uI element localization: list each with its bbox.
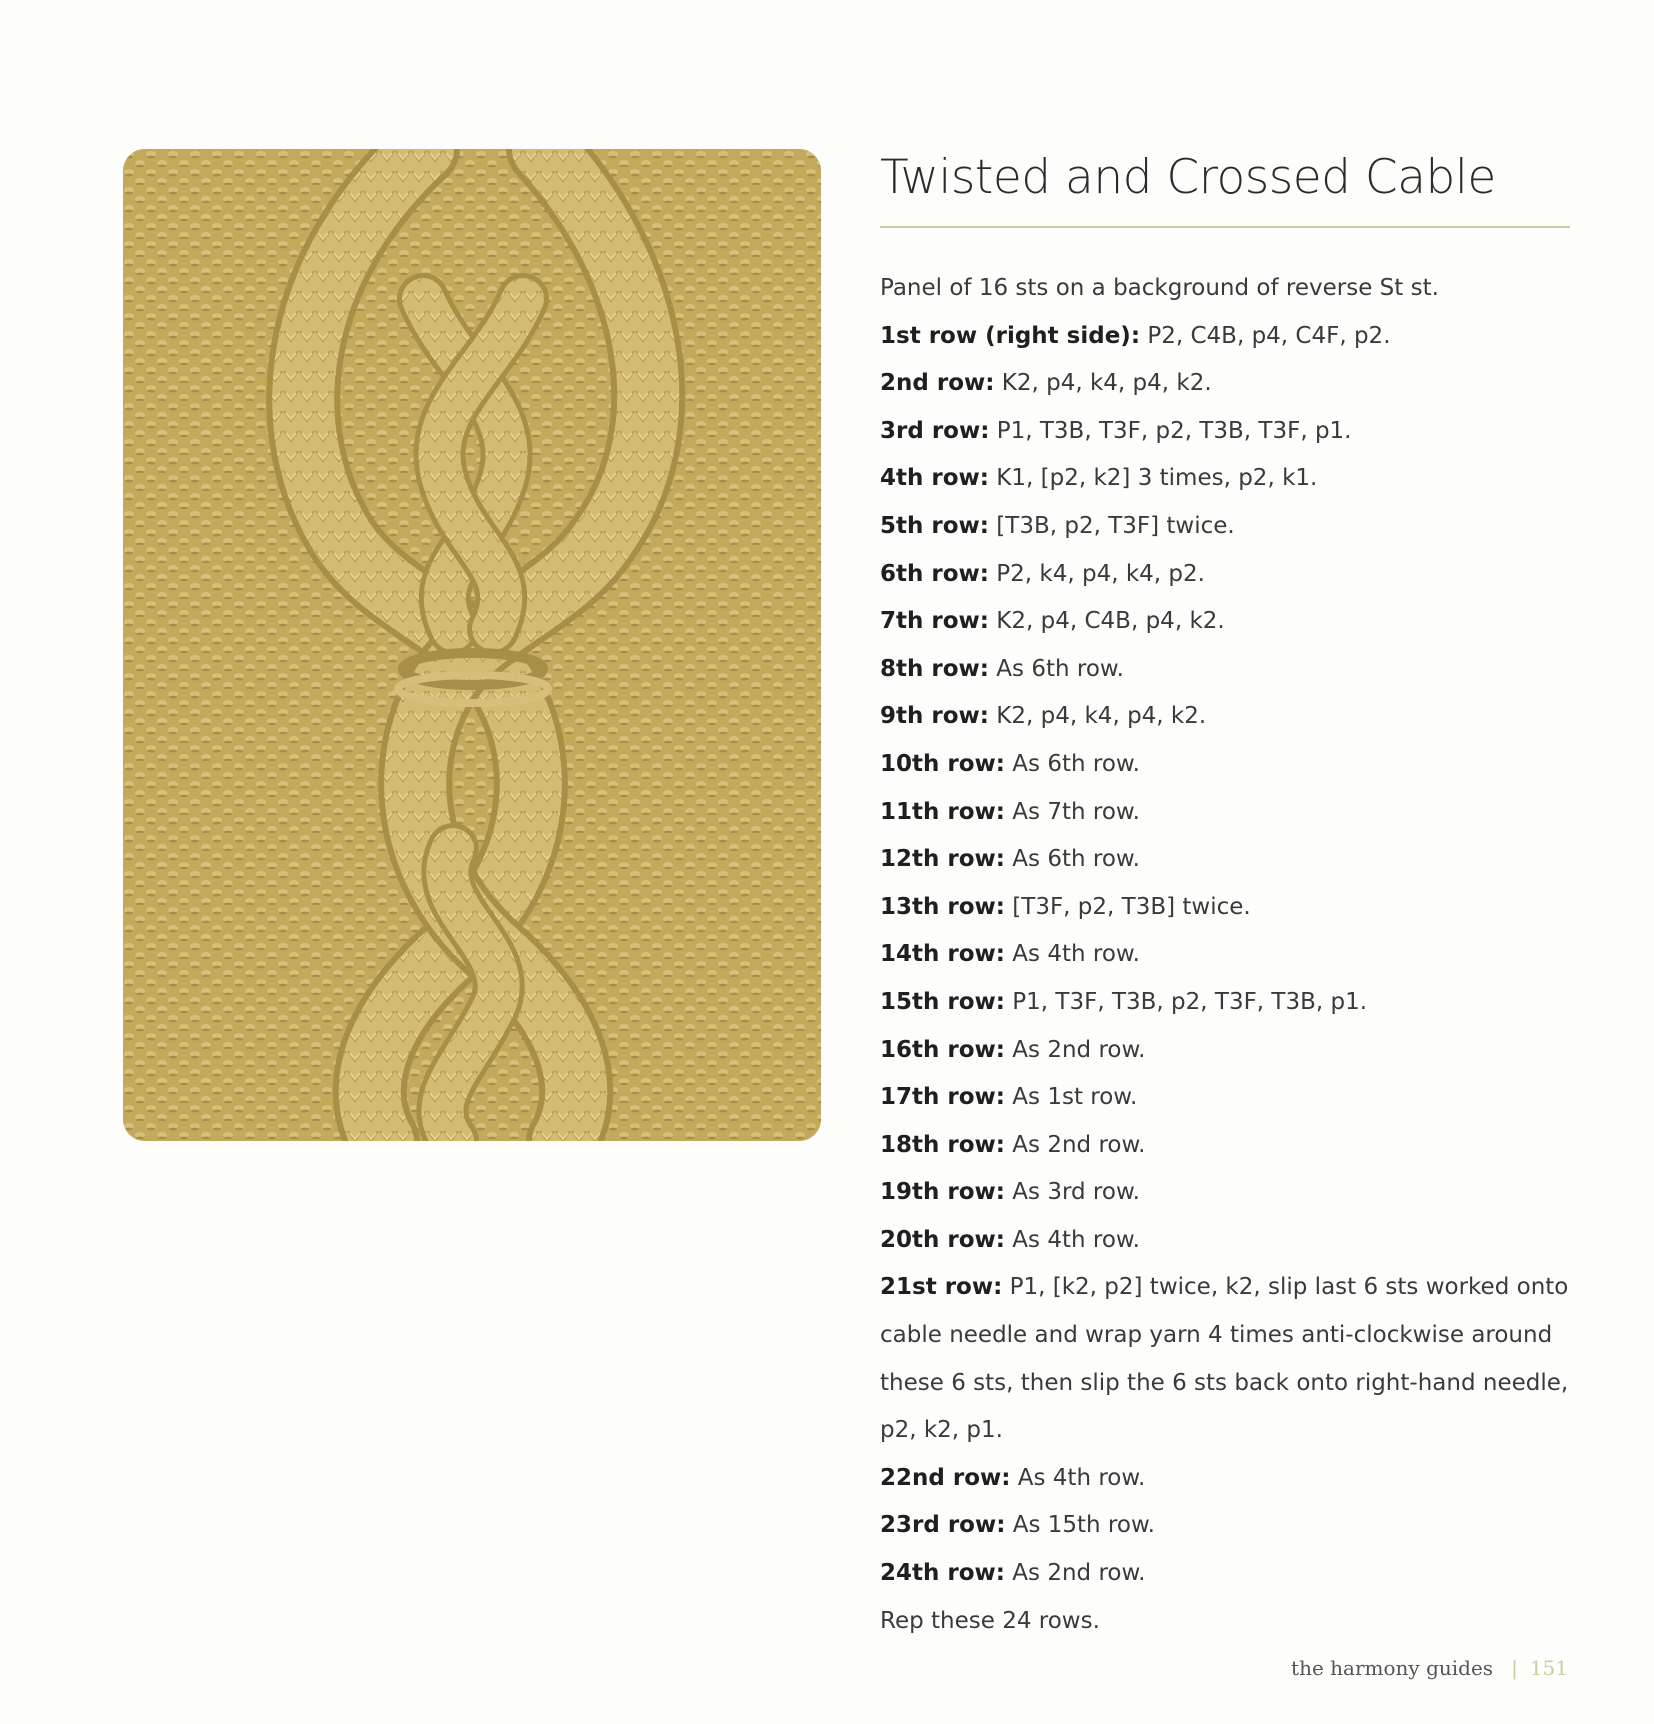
row-text: As 4th row. (1017, 1464, 1146, 1491)
row-instruction (880, 1502, 1580, 1550)
row-label: 23rd row: (880, 1512, 1006, 1539)
row-text: As 4th row. (1012, 941, 1140, 968)
pattern-title: Twisted and Crossed Cable (880, 150, 1496, 205)
row-text: P1, T3F, T3B, p2, T3F, T3B, p1. (1012, 988, 1368, 1015)
row-text: P1, [k2, p2] twice, k2, slip last 6 sts worked onto cable needle and wrap yarn 4 times anti-clockwise around these 6 sts, then slip the 6 sts back onto right-hand needle, p2, k2, p1. (880, 1274, 1569, 1444)
knitted-swatch-photo (123, 149, 821, 1141)
row-label: 21st row: (880, 1274, 1003, 1301)
row-label: 16th row: (880, 1036, 1005, 1063)
row-text: As 6th row. (1012, 750, 1140, 777)
row-instruction (880, 1455, 1580, 1503)
row-instruction (880, 408, 1580, 456)
footer-separator: | (1511, 1656, 1518, 1680)
row-instruction (880, 503, 1580, 551)
row-instruction (880, 1264, 1570, 1454)
row-text: As 6th row. (1012, 846, 1140, 873)
row-text: P2, k4, p4, k4, p2. (996, 560, 1205, 587)
row-instruction (880, 551, 1580, 599)
row-text: As 6th row. (996, 655, 1124, 682)
row-text: [T3B, p2, T3F] twice. (996, 512, 1235, 539)
row-instruction (880, 455, 1580, 503)
row-instruction (880, 598, 1580, 646)
row-label: 4th row: (880, 465, 989, 492)
row-instruction (880, 693, 1580, 741)
row-instruction (880, 979, 1580, 1027)
row-label: 14th row: (880, 941, 1005, 968)
row-text: As 3rd row. (1012, 1179, 1140, 1206)
row-label: 13th row: (880, 893, 1005, 920)
row-instruction (880, 1027, 1580, 1075)
title-divider (880, 226, 1570, 228)
page-footer (1291, 1656, 1568, 1680)
row-instruction (880, 313, 1580, 361)
row-instruction (880, 1122, 1580, 1170)
row-instruction (880, 1074, 1580, 1122)
row-label: 8th row: (880, 655, 989, 682)
row-text: As 4th row. (1012, 1226, 1140, 1253)
row-label: 24th row: (880, 1560, 1005, 1587)
closing-text: Rep these 24 rows. (880, 1607, 1100, 1634)
row-label: 7th row: (880, 608, 989, 635)
row-instruction (880, 360, 1580, 408)
row-label: 22nd row: (880, 1464, 1011, 1491)
row-label: 10th row: (880, 750, 1005, 777)
row-text: As 15th row. (1012, 1512, 1155, 1539)
row-instruction (880, 741, 1580, 789)
intro-text: Panel of 16 sts on a background of reverse St st. (880, 275, 1439, 301)
row-text: As 2nd row. (1012, 1131, 1146, 1158)
row-text: P2, C4B, p4, C4F, p2. (1147, 322, 1391, 349)
pattern-instructions (880, 265, 1580, 1645)
row-label: 3rd row: (880, 417, 990, 444)
page-number: 151 (1529, 1656, 1568, 1680)
row-label: 11th row: (880, 798, 1005, 825)
row-label: 2nd row: (880, 370, 995, 397)
row-label: 18th row: (880, 1131, 1005, 1158)
row-instruction (880, 931, 1580, 979)
row-label: 17th row: (880, 1084, 1005, 1111)
row-text: As 7th row. (1012, 798, 1140, 825)
row-label: 20th row: (880, 1226, 1005, 1253)
row-label: 12th row: (880, 846, 1005, 873)
row-instruction (880, 884, 1580, 932)
row-text: [T3F, p2, T3B] twice. (1012, 893, 1251, 920)
row-label: 19th row: (880, 1179, 1005, 1206)
row-instruction (880, 789, 1580, 837)
row-text: P1, T3B, T3F, p2, T3B, T3F, p1. (996, 417, 1352, 444)
row-label: 6th row: (880, 560, 989, 587)
row-text: K2, p4, k4, p4, k2. (996, 703, 1207, 730)
row-instruction (880, 1550, 1580, 1598)
cable-swatch-image (123, 149, 821, 1141)
row-instruction (880, 836, 1580, 884)
row-label: 9th row: (880, 703, 989, 730)
row-instruction (880, 1169, 1580, 1217)
row-text: K2, p4, C4B, p4, k2. (996, 608, 1225, 635)
row-text: As 2nd row. (1012, 1036, 1146, 1063)
row-label: 5th row: (880, 512, 989, 539)
row-text: As 1st row. (1012, 1084, 1138, 1111)
row-label: 15th row: (880, 988, 1005, 1015)
row-text: As 2nd row. (1012, 1560, 1146, 1587)
row-text: K1, [p2, k2] 3 times, p2, k1. (996, 465, 1318, 492)
row-instruction (880, 646, 1580, 694)
book-title: the harmony guides (1291, 1656, 1494, 1680)
row-label: 1st row (right side): (880, 322, 1141, 349)
row-instruction (880, 1217, 1580, 1265)
row-text: K2, p4, k4, p4, k2. (1001, 370, 1212, 397)
